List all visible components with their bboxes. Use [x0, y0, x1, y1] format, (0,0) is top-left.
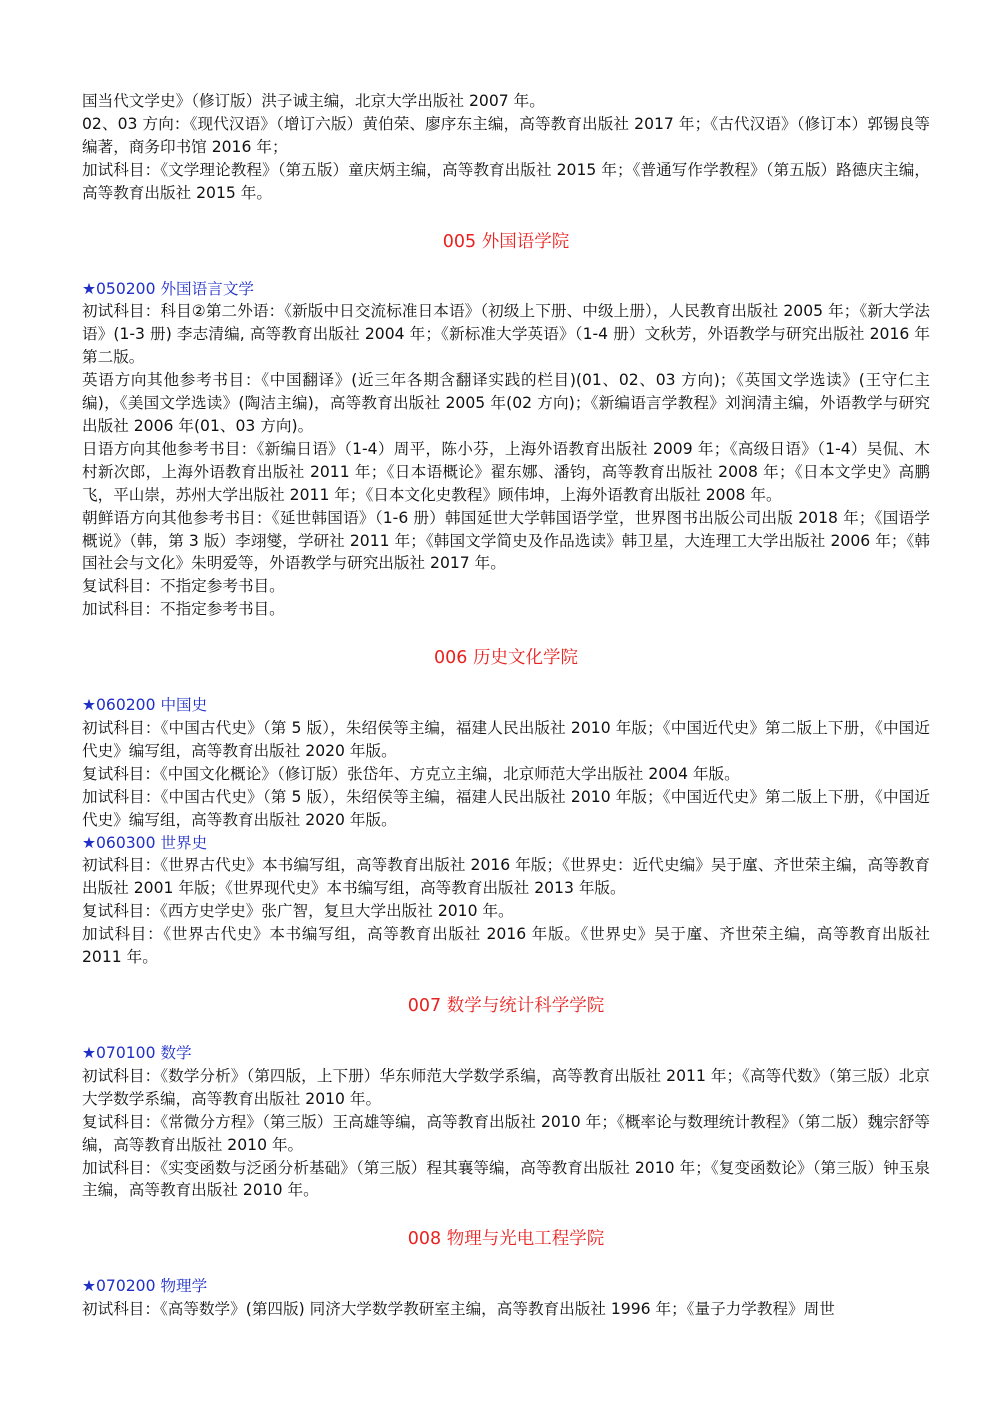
major-heading: ★060300 世界史	[82, 833, 208, 852]
section-005	[82, 230, 930, 622]
reference-paragraph: 初试科目：科目②第二外语：《新版中日交流标准日本语》（初级上下册、中级上册），人民教育出版社 2005 年；《新大学法语》(1-3 册) 李志清编, 高等教育出版社 2004 年；《新标准大学英语》（1-4 册）文秋芳，外语教学与研究出版社 2016 年第二版。	[82, 302, 930, 367]
intro-paragraph: 02、03 方向：《现代汉语》（增订六版）黄伯荣、廖序东主编，高等教育出版社 2017 年；《古代汉语》（修订本）郭锡良等编著，商务印书馆 2016 年；	[82, 114, 930, 156]
reference-paragraph: 复试科目：《西方史学史》张广智，复旦大学出版社 2010 年。	[82, 902, 514, 921]
document-page	[82, 90, 930, 1321]
reference-paragraph: 加试科目：《实变函数与泛函分析基础》（第三版）程其襄等编，高等教育出版社 2010 年；《复变函数论》（第三版）钟玉泉主编，高等教育出版社 2010 年。	[82, 1158, 930, 1200]
major-heading: ★050200 外国语言文学	[82, 279, 255, 298]
reference-paragraph: 初试科目：《世界古代史》本书编写组，高等教育出版社 2016 年版；《世界史：近代史编》吴于廑、齐世荣主编，高等教育出版社 2001 年版；《世界现代史》本书编写组，高等教育出版社 2013 年版。	[82, 856, 930, 898]
reference-paragraph: 日语方向其他参考书目：《新编日语》（1-4）周平，陈小芬，上海外语教育出版社 2009 年；《高级日语》（1-4）吴侃、木村新次郎，上海外语教育出版社 2011 年；《日本语概论》翟东娜、潘钧，高等教育出版社 2008 年；《日本文学史》高鹏飞，平山崇，苏州大学出版社 2011 年；《日本文化史教程》顾伟坤，上海外语教育出版社 2008 年。	[82, 439, 930, 504]
reference-paragraph: 英语方向其他参考书目：《中国翻译》(近三年各期含翻译实践的栏目)(01、02、03 方向)；《英国文学选读》(王守仁主编)，《美国文学选读》(陶洁主编)，高等教育出版社 2005 年(02 方向)；《新编语言学教程》刘润清主编，外语教学与研究出版社 2006 年(01、03 方向)。	[82, 371, 930, 435]
reference-paragraph: 初试科目：《高等数学》(第四版) 同济大学数学教研室主编，高等教育出版社 1996 年；《量子力学教程》周世	[82, 1300, 835, 1319]
reference-paragraph: 初试科目：《数学分析》（第四版，上下册）华东师范大学数学系编，高等教育出版社 2011 年；《高等代数》（第三版）北京大学数学系编，高等教育出版社 2010 年。	[82, 1066, 930, 1108]
section-title: 005 外国语学院	[442, 231, 570, 252]
reference-paragraph: 复试科目：不指定参考书目。	[82, 577, 285, 596]
major-heading: ★070100 数学	[82, 1044, 192, 1062]
reference-paragraph: 加试科目：《世界古代史》本书编写组，高等教育出版社 2016 年版。《世界史》吴于廑、齐世荣主编，高等教育出版社 2011 年。	[82, 925, 930, 967]
major-heading: ★070200 物理学	[82, 1277, 208, 1296]
section-007	[82, 994, 930, 1202]
reference-paragraph: 复试科目：《中国文化概论》（修订版）张岱年、方克立主编，北京师范大学出版社 2004 年版。	[82, 764, 740, 783]
reference-paragraph: 复试科目：《常微分方程》（第三版）王高雄等编，高等教育出版社 2010 年；《概率论与数理统计教程》（第二版）魏宗舒等编，高等教育出版社 2010 年。	[82, 1112, 930, 1154]
section-006	[82, 646, 930, 969]
reference-paragraph: 加试科目：《中国古代史》（第 5 版），朱绍侯等主编，福建人民出版社 2010 年版；《中国近代史》第二版上下册，《中国近代史》编写组，高等教育出版社 2020 年版。	[82, 787, 930, 829]
section-title: 006 历史文化学院	[434, 648, 578, 669]
section-title: 007 数学与统计科学学院	[407, 996, 605, 1016]
reference-paragraph: 朝鲜语方向其他参考书目：《延世韩国语》（1-6 册）韩国延世大学韩国语学堂，世界图书出版公司出版 2018 年；《国语学概说》（韩，第 3 版）李翊燮，学研社 2011 年；《韩国文学简史及作品选读》韩卫星，大连理工大学出版社 2006 年；《韩国社会与文化》朱明爱等，外语教学与研究出版社 2017 年。	[82, 508, 930, 573]
major-heading: ★060200 中国史	[82, 696, 208, 715]
intro-paragraph: 加试科目：《文学理论教程》（第五版）童庆炳主编，高等教育出版社 2015 年；《普通写作学教程》（第五版）路德庆主编，高等教育出版社 2015 年。	[82, 160, 930, 202]
intro-paragraph: 国当代文学史》（修订版）洪子诚主编，北京大学出版社 2007 年。	[82, 92, 545, 110]
section-008	[82, 1227, 930, 1321]
reference-paragraph: 加试科目：不指定参考书目。	[82, 600, 285, 619]
section-title: 008 物理与光电工程学院	[407, 1229, 605, 1250]
reference-paragraph: 初试科目：《中国古代史》（第 5 版），朱绍侯等主编，福建人民出版社 2010 年版；《中国近代史》第二版上下册，《中国近代史》编写组，高等教育出版社 2020 年版。	[82, 719, 930, 760]
